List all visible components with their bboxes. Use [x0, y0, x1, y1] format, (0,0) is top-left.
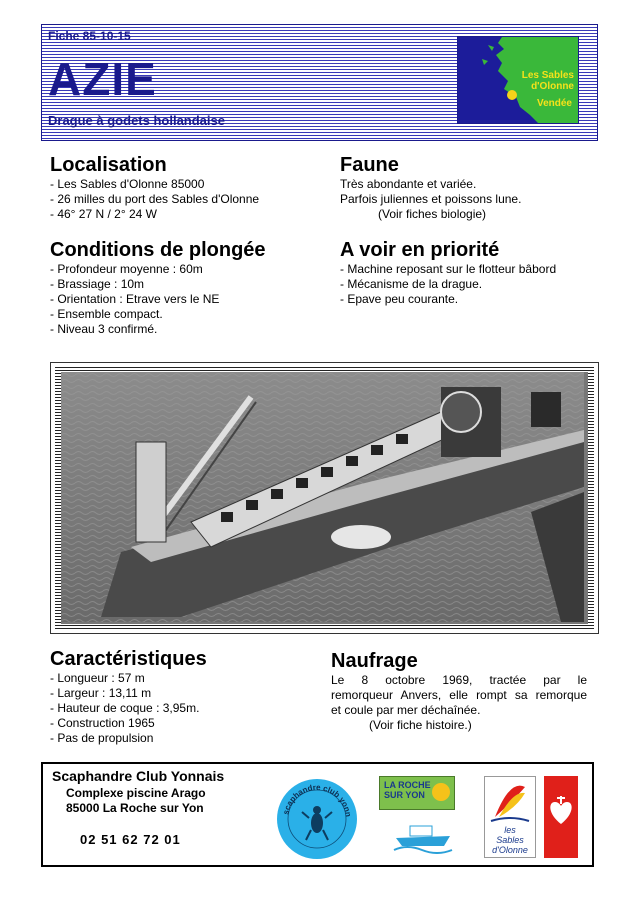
la-roche-sur-yon-logo: LA ROCHE SUR YON	[379, 776, 455, 810]
naufrage-reference: (Voir fiche histoire.)	[369, 718, 472, 732]
fiche-number: Fiche 85-10-15	[48, 29, 131, 43]
naufrage-text: Le 8 octobre 1969, tractée par le	[331, 673, 587, 687]
localisation-heading: Localisation	[50, 154, 167, 176]
naufrage-text: remorqueur Anvers, elle rompt sa remorque	[331, 688, 587, 702]
club-address-line2: 85000 La Roche sur Yon	[66, 801, 204, 815]
caracteristiques-item: - Construction 1965	[50, 716, 155, 730]
diver-logo-icon	[276, 778, 358, 860]
a-voir-heading: A voir en priorité	[340, 239, 500, 261]
sail-icon	[485, 777, 535, 825]
club-phone: 02 51 62 72 01	[80, 832, 181, 847]
caracteristiques-section	[50, 648, 320, 746]
location-map	[457, 36, 579, 124]
page-title: AZIE	[48, 53, 157, 105]
sun-icon	[432, 783, 450, 801]
conditions-section	[50, 239, 330, 337]
localisation-item: - Les Sables d'Olonne 85000	[50, 177, 205, 191]
faune-text: Parfois juliennes et poissons lune.	[340, 192, 522, 206]
naufrage-heading: Naufrage	[331, 650, 418, 672]
localisation-item: - 26 milles du port des Sables d'Olonne	[50, 192, 260, 206]
dredger-photo	[61, 372, 588, 624]
dredger-illustration	[61, 372, 584, 622]
a-voir-item: - Machine reposant sur le flotteur bâbord	[340, 262, 557, 276]
caracteristiques-item: - Longueur : 57 m	[50, 671, 145, 685]
wreck-photo-frame	[50, 362, 599, 634]
conditions-item: - Brassiage : 10m	[50, 277, 145, 291]
caracteristiques-item: - Hauteur de coque : 3,95m.	[50, 701, 200, 715]
map-region: Vendée	[536, 98, 572, 109]
vendee-logo	[544, 776, 578, 858]
club-logo	[276, 778, 358, 860]
naufrage-section	[331, 650, 587, 733]
a-voir-item: - Epave peu courante.	[340, 292, 459, 306]
page-subtitle: Drague à godets hollandaise	[48, 113, 225, 128]
conditions-item: - Orientation : Etrave vers le NE	[50, 292, 220, 306]
conditions-heading: Conditions de plongée	[50, 239, 266, 261]
heart-icon	[544, 776, 578, 858]
faune-section	[340, 154, 600, 222]
localisation-item: - 46° 27 N / 2° 24 W	[50, 207, 157, 221]
conditions-item: - Ensemble compact.	[50, 307, 163, 321]
faune-text: Très abondante et variée.	[340, 177, 477, 191]
a-voir-section	[340, 239, 600, 307]
caracteristiques-item: - Pas de propulsion	[50, 731, 154, 745]
a-voir-item: - Mécanisme de la drague.	[340, 277, 483, 291]
boat-icon	[392, 814, 454, 854]
localisation-section	[50, 154, 320, 222]
conditions-item: - Niveau 3 confirmé.	[50, 322, 158, 336]
map-label: Les Sables d'Olonne	[521, 70, 574, 92]
naufrage-text: et coule par mer déchaînée.	[331, 703, 481, 717]
faune-reference: (Voir fiches biologie)	[378, 207, 487, 221]
club-address-line1: Complexe piscine Arago	[66, 786, 206, 800]
faune-heading: Faune	[340, 154, 399, 176]
club-logo-text: scaphandre club yonn	[281, 782, 353, 818]
caracteristiques-item: - Largeur : 13,11 m	[50, 686, 152, 700]
boat-logo	[392, 814, 454, 854]
les-sables-logo: les Sables d'Olonne	[484, 776, 536, 858]
caracteristiques-heading: Caractéristiques	[50, 648, 207, 670]
club-name: Scaphandre Club Yonnais	[52, 768, 225, 784]
conditions-item: - Profondeur moyenne : 60m	[50, 262, 203, 276]
